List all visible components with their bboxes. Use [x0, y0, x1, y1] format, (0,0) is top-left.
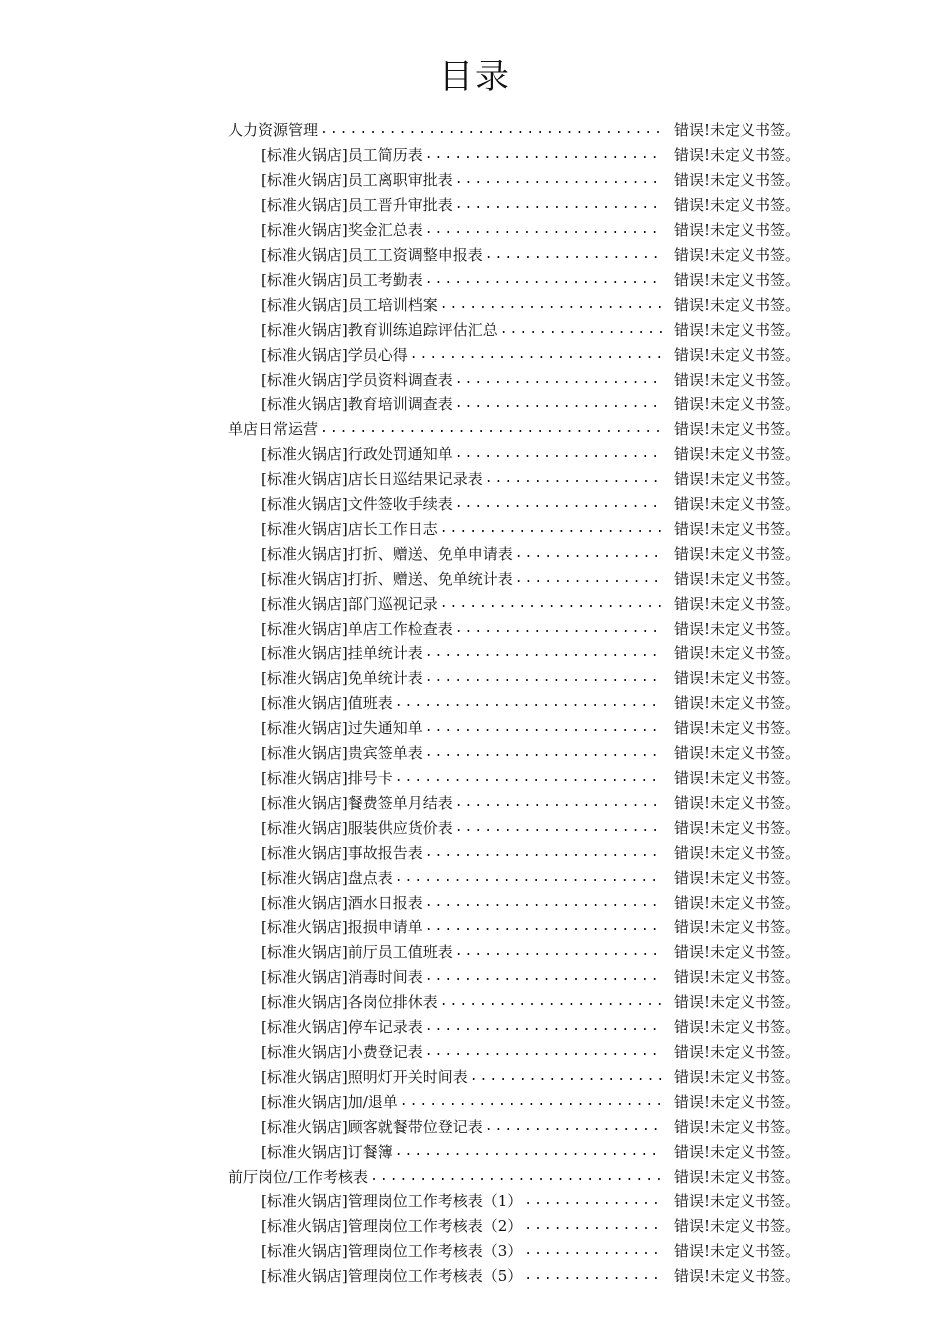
toc-entry-label: [标准火锅店]管理岗位工作考核表（1）: [261, 1192, 523, 1211]
toc-page-ref: 错误!未定义书签。: [674, 1167, 801, 1186]
toc-entry-label: [标准火锅店]各岗位排休表: [261, 993, 438, 1012]
toc-entry[interactable]: [228, 168, 810, 193]
toc-page-ref: 错误!未定义书签。: [674, 121, 801, 140]
toc-dot-leader: [423, 841, 662, 865]
toc-dot-leader: [408, 343, 662, 367]
toc-entry-label: 单店日常运营: [228, 420, 319, 439]
toc-entry[interactable]: [228, 741, 810, 766]
toc-entry[interactable]: [228, 940, 810, 965]
toc-entry[interactable]: [228, 193, 810, 218]
toc-entry-label: [标准火锅店]文件签收手续表: [261, 495, 453, 514]
toc-entry-label: [标准火锅店]值班表: [261, 694, 393, 713]
toc-entry-text: [261, 691, 662, 715]
toc-page-ref: 错误!未定义书签。: [674, 669, 801, 688]
toc-dot-leader: [423, 268, 662, 292]
toc-entry-label: 人力资源管理: [228, 121, 319, 140]
toc-entry-text: [261, 1264, 662, 1288]
toc-section-entry[interactable]: [228, 118, 810, 143]
toc-dot-leader: [453, 816, 662, 840]
toc-page-ref: 错误!未定义书签。: [674, 818, 801, 837]
toc-entry-text: [261, 741, 662, 765]
toc-entry-label: [标准火锅店]部门巡视记录: [261, 594, 438, 613]
toc-page-ref: 错误!未定义书签。: [674, 868, 801, 887]
toc-entry[interactable]: [228, 691, 810, 716]
toc-entry[interactable]: [228, 865, 810, 890]
toc-section-entry[interactable]: [228, 417, 810, 442]
toc-page-ref: 错误!未定义书签。: [674, 470, 801, 489]
toc-dot-leader: [453, 492, 662, 516]
toc-entry[interactable]: [228, 292, 810, 317]
toc-entry-text: [261, 193, 662, 217]
toc-dot-leader: [498, 318, 662, 342]
toc-entry[interactable]: [228, 990, 810, 1015]
toc-dot-leader: [522, 1239, 662, 1263]
toc-page-ref: 错误!未定义书签。: [674, 644, 801, 663]
toc-entry[interactable]: [228, 1015, 810, 1040]
toc-dot-leader: [453, 392, 662, 416]
toc-entry-label: [标准火锅店]打折、赠送、免单申请表: [261, 544, 513, 563]
toc-entry-text: [261, 1140, 662, 1164]
toc-dot-leader: [423, 143, 662, 167]
toc-entry-text: [261, 143, 662, 167]
toc-dot-leader: [423, 1040, 662, 1064]
toc-entry-text: [261, 343, 662, 367]
toc-entry-text: [261, 492, 662, 516]
toc-entry[interactable]: [228, 143, 810, 168]
toc-dot-leader: [453, 368, 662, 392]
toc-page-ref: 错误!未定义书签。: [674, 221, 801, 240]
toc-page-ref: 错误!未定义书签。: [674, 146, 801, 165]
toc-entry-label: [标准火锅店]管理岗位工作考核表（5）: [261, 1267, 523, 1286]
toc-entry[interactable]: [228, 517, 810, 542]
toc-entry[interactable]: [228, 766, 810, 791]
toc-page-ref: 错误!未定义书签。: [674, 744, 801, 763]
toc-page-ref: 错误!未定义书签。: [674, 1192, 801, 1211]
toc-page-ref: 错误!未定义书签。: [674, 1217, 801, 1236]
toc-page-ref: 错误!未定义书签。: [674, 345, 801, 364]
toc-entry[interactable]: [228, 442, 810, 467]
toc-dot-leader: [483, 243, 662, 267]
toc-entry-label: [标准火锅店]单店工作检查表: [261, 619, 453, 638]
toc-entry[interactable]: [228, 566, 810, 591]
toc-entry[interactable]: [228, 367, 810, 392]
toc-page-ref: 错误!未定义书签。: [674, 420, 801, 439]
toc-dot-leader: [453, 940, 662, 964]
toc-page-ref: 错误!未定义书签。: [674, 843, 801, 862]
toc-entry-label: [标准火锅店]员工培训档案: [261, 295, 438, 314]
toc-entry-label: [标准火锅店]照明灯开关时间表: [261, 1067, 468, 1086]
toc-entry-label: [标准火锅店]过失通知单: [261, 719, 423, 738]
toc-entry[interactable]: [228, 890, 810, 915]
toc-entry-text: [261, 243, 662, 267]
toc-dot-leader: [393, 866, 662, 890]
toc-dot-leader: [423, 666, 662, 690]
toc-entry[interactable]: [228, 965, 810, 990]
toc-entry-label: [标准火锅店]排号卡: [261, 769, 393, 788]
toc-entry[interactable]: [228, 641, 810, 666]
toc-dot-leader: [438, 517, 662, 541]
toc-entry-label: [标准火锅店]学员资料调查表: [261, 370, 453, 389]
toc-entry-text: [228, 1165, 662, 1189]
toc-page-ref: 错误!未定义书签。: [674, 1018, 801, 1037]
toc-entry-label: [标准火锅店]服装供应货价表: [261, 818, 453, 837]
toc-dot-leader: [423, 741, 662, 765]
toc-dot-leader: [453, 617, 662, 641]
toc-entry-label: [标准火锅店]管理岗位工作考核表（3）: [261, 1242, 523, 1261]
table-of-contents: [228, 118, 810, 1289]
toc-dot-leader: [393, 691, 662, 715]
toc-page-ref: 错误!未定义书签。: [674, 1092, 801, 1111]
toc-entry-label: [标准火锅店]员工晋升审批表: [261, 196, 453, 215]
toc-entry-label: [标准火锅店]员工工资调整申报表: [261, 245, 483, 264]
toc-entry[interactable]: [228, 1139, 810, 1164]
toc-entry-text: [261, 1040, 662, 1064]
toc-entry-label: [标准火锅店]盘点表: [261, 868, 393, 887]
toc-entry-text: [261, 293, 662, 317]
toc-entry-text: [261, 866, 662, 890]
toc-entry-text: [261, 1015, 662, 1039]
toc-entry-label: [标准火锅店]消毒时间表: [261, 968, 423, 987]
toc-dot-leader: [453, 193, 662, 217]
toc-entry[interactable]: [228, 1239, 810, 1264]
toc-dot-leader: [483, 1115, 662, 1139]
toc-entry-label: [标准火锅店]加/退单: [261, 1092, 398, 1111]
toc-dot-leader: [513, 567, 662, 591]
toc-entry-label: [标准火锅店]员工考勤表: [261, 270, 423, 289]
toc-dot-leader: [453, 168, 662, 192]
toc-page-ref: 错误!未定义书签。: [674, 519, 801, 538]
toc-page-ref: 错误!未定义书签。: [674, 993, 801, 1012]
toc-entry-label: [标准火锅店]行政处罚通知单: [261, 445, 453, 464]
toc-entry-text: [261, 940, 662, 964]
toc-entry-label: 前厅岗位/工作考核表: [228, 1167, 369, 1186]
toc-entry-text: [261, 592, 662, 616]
toc-entry-text: [261, 1189, 662, 1213]
toc-dot-leader: [423, 1015, 662, 1039]
toc-dot-leader: [368, 1165, 662, 1189]
toc-dot-leader: [522, 1189, 662, 1213]
toc-page-ref: 错误!未定义书签。: [674, 569, 801, 588]
toc-page-ref: 错误!未定义书签。: [674, 694, 801, 713]
toc-entry[interactable]: [228, 1264, 810, 1289]
toc-entry-label: [标准火锅店]前厅员工值班表: [261, 943, 453, 962]
toc-page-ref: 错误!未定义书签。: [674, 495, 801, 514]
toc-entry[interactable]: [228, 342, 810, 367]
toc-page-ref: 错误!未定义书签。: [674, 968, 801, 987]
toc-page-ref: 错误!未定义书签。: [674, 594, 801, 613]
toc-entry[interactable]: [228, 317, 810, 342]
toc-dot-leader: [483, 467, 662, 491]
toc-page-ref: 错误!未定义书签。: [674, 619, 801, 638]
toc-page-ref: 错误!未定义书签。: [674, 196, 801, 215]
toc-entry-text: [261, 641, 662, 665]
toc-entry[interactable]: [228, 1189, 810, 1214]
toc-entry-label: [标准火锅店]店长工作日志: [261, 519, 438, 538]
toc-entry[interactable]: [228, 790, 810, 815]
toc-entry-label: [标准火锅店]店长日巡结果记录表: [261, 470, 483, 489]
toc-page-ref: 错误!未定义书签。: [674, 395, 801, 414]
toc-entry[interactable]: [228, 915, 810, 940]
toc-entry-text: [261, 218, 662, 242]
toc-entry-label: [标准火锅店]奖金汇总表: [261, 221, 423, 240]
toc-page-ref: 错误!未定义书签。: [674, 1042, 801, 1061]
toc-dot-leader: [513, 542, 662, 566]
toc-entry-label: [标准火锅店]员工离职审批表: [261, 171, 453, 190]
toc-dot-leader: [423, 716, 662, 740]
toc-dot-leader: [522, 1264, 662, 1288]
toc-entry-text: [261, 617, 662, 641]
toc-entry-text: [261, 816, 662, 840]
toc-entry-label: [标准火锅店]学员心得: [261, 345, 408, 364]
toc-entry[interactable]: [228, 541, 810, 566]
toc-dot-leader: [423, 915, 662, 939]
toc-entry-text: [261, 168, 662, 192]
toc-page-ref: 错误!未定义书签。: [674, 1267, 801, 1286]
toc-entry[interactable]: [228, 1089, 810, 1114]
toc-entry-label: [标准火锅店]管理岗位工作考核表（2）: [261, 1217, 523, 1236]
toc-entry-label: [标准火锅店]停车记录表: [261, 1018, 423, 1037]
toc-dot-leader: [423, 641, 662, 665]
toc-entry-label: [标准火锅店]教育训练追踪评估汇总: [261, 320, 498, 339]
toc-dot-leader: [318, 417, 662, 441]
document-title: 目录: [439, 57, 511, 97]
toc-entry-text: [261, 318, 662, 342]
toc-page-ref: 错误!未定义书签。: [674, 793, 801, 812]
toc-dot-leader: [393, 766, 662, 790]
toc-entry[interactable]: [228, 1064, 810, 1089]
toc-page-ref: 错误!未定义书签。: [674, 1242, 801, 1261]
toc-page-ref: 错误!未定义书签。: [674, 943, 801, 962]
toc-entry-label: [标准火锅店]事故报告表: [261, 843, 423, 862]
toc-entry-text: [261, 517, 662, 541]
toc-entry[interactable]: [228, 716, 810, 741]
toc-page-ref: 错误!未定义书签。: [674, 1142, 801, 1161]
toc-entry-text: [261, 891, 662, 915]
toc-dot-leader: [468, 1065, 662, 1089]
toc-entry-label: [标准火锅店]报损申请单: [261, 918, 423, 937]
toc-entry[interactable]: [228, 218, 810, 243]
toc-page-ref: 错误!未定义书签。: [674, 245, 801, 264]
toc-entry-label: [标准火锅店]贵宾签单表: [261, 744, 423, 763]
toc-entry-text: [261, 442, 662, 466]
toc-page-ref: 错误!未定义书签。: [674, 769, 801, 788]
toc-entry[interactable]: [228, 591, 810, 616]
toc-entry-label: [标准火锅店]免单统计表: [261, 669, 423, 688]
toc-page-ref: 错误!未定义书签。: [674, 918, 801, 937]
toc-entry[interactable]: [228, 1040, 810, 1065]
toc-page-ref: 错误!未定义书签。: [674, 171, 801, 190]
toc-entry[interactable]: [228, 840, 810, 865]
toc-entry-text: [261, 542, 662, 566]
toc-entry-text: [261, 1090, 662, 1114]
toc-entry-label: [标准火锅店]教育培训调查表: [261, 395, 453, 414]
toc-entry-text: [261, 990, 662, 1014]
toc-entry-text: [261, 716, 662, 740]
toc-page-ref: 错误!未定义书签。: [674, 445, 801, 464]
toc-entry-text: [228, 118, 662, 142]
toc-entry[interactable]: [228, 492, 810, 517]
toc-entry-text: [261, 1065, 662, 1089]
toc-page-ref: 错误!未定义书签。: [674, 1067, 801, 1086]
toc-entry-text: [261, 1115, 662, 1139]
toc-entry[interactable]: [228, 666, 810, 691]
toc-entry-label: [标准火锅店]员工简历表: [261, 146, 423, 165]
toc-dot-leader: [438, 592, 662, 616]
toc-page-ref: 错误!未定义书签。: [674, 270, 801, 289]
toc-page-ref: 错误!未定义书签。: [674, 719, 801, 738]
toc-dot-leader: [393, 1140, 662, 1164]
toc-entry[interactable]: [228, 467, 810, 492]
toc-dot-leader: [453, 442, 662, 466]
toc-entry[interactable]: [228, 815, 810, 840]
toc-entry[interactable]: [228, 1214, 810, 1239]
toc-dot-leader: [438, 293, 662, 317]
toc-dot-leader: [423, 891, 662, 915]
toc-entry-label: [标准火锅店]顾客就餐带位登记表: [261, 1117, 483, 1136]
toc-page-ref: 错误!未定义书签。: [674, 370, 801, 389]
toc-entry-text: [261, 392, 662, 416]
toc-entry-text: [261, 915, 662, 939]
toc-entry-text: [261, 791, 662, 815]
toc-entry-label: [标准火锅店]小费登记表: [261, 1042, 423, 1061]
toc-entry-label: [标准火锅店]订餐簿: [261, 1142, 393, 1161]
toc-dot-leader: [522, 1214, 662, 1238]
toc-page-ref: 错误!未定义书签。: [674, 544, 801, 563]
toc-dot-leader: [423, 965, 662, 989]
toc-page-ref: 错误!未定义书签。: [674, 1117, 801, 1136]
toc-entry-text: [261, 965, 662, 989]
toc-entry[interactable]: [228, 267, 810, 292]
toc-entry-text: [261, 1239, 662, 1263]
toc-page-ref: 错误!未定义书签。: [674, 295, 801, 314]
toc-entry-label: [标准火锅店]挂单统计表: [261, 644, 423, 663]
toc-dot-leader: [438, 990, 662, 1014]
toc-entry-text: [228, 417, 662, 441]
toc-entry-text: [261, 1214, 662, 1238]
toc-page-ref: 错误!未定义书签。: [674, 893, 801, 912]
toc-page-ref: 错误!未定义书签。: [674, 320, 801, 339]
toc-section-entry[interactable]: [228, 1164, 810, 1189]
toc-dot-leader: [318, 118, 662, 142]
toc-dot-leader: [398, 1090, 662, 1114]
toc-entry[interactable]: [228, 392, 810, 417]
toc-entry[interactable]: [228, 243, 810, 268]
toc-entry-text: [261, 368, 662, 392]
toc-entry-label: [标准火锅店]餐费签单月结表: [261, 793, 453, 812]
toc-dot-leader: [423, 218, 662, 242]
toc-entry-text: [261, 666, 662, 690]
toc-entry-label: [标准火锅店]酒水日报表: [261, 893, 423, 912]
toc-entry-text: [261, 467, 662, 491]
toc-entry[interactable]: [228, 616, 810, 641]
toc-entry-label: [标准火锅店]打折、赠送、免单统计表: [261, 569, 513, 588]
toc-entry-text: [261, 268, 662, 292]
toc-entry[interactable]: [228, 1114, 810, 1139]
toc-entry-text: [261, 766, 662, 790]
toc-entry-text: [261, 841, 662, 865]
toc-entry-text: [261, 567, 662, 591]
toc-dot-leader: [453, 791, 662, 815]
